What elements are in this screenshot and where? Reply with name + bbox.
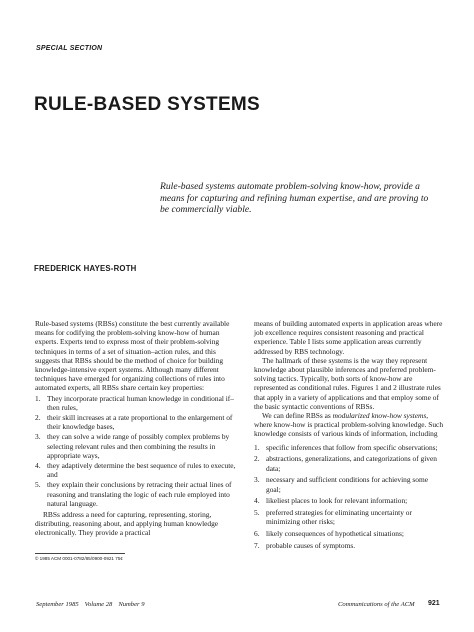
list-item [35, 413, 242, 431]
right-column [254, 319, 444, 553]
copyright-notice: © 1985 ACM 0001-0782/85/0900-0921 75¢ [35, 556, 123, 561]
article-subtitle: Rule-based systems automate problem-solving know-how, provide a means for capturing and refining human expertise, and are proving to be commercially viable. [160, 181, 429, 216]
definition-lead: We can define RBSs as [262, 411, 333, 421]
list-number: 1. [35, 393, 41, 403]
list-item [254, 443, 444, 452]
page-number: 921 [428, 600, 440, 607]
list-text: They incorporate practical human knowledge in conditional if–then rules, [47, 393, 234, 412]
footer-date: September 1985 [36, 601, 79, 608]
definition-term: modularized know-how systems, [332, 411, 429, 421]
list-number: 3. [35, 432, 41, 442]
intro-paragraph: Rule-based systems (RBSs) constitute the best currently available means for codifying the problem-solving know-how of human experts. Experts tend to express most of their problem-solving techniques in terms of a set of situation–action rules, and this suggests that RBSs should be the method of choice for building knowledge-intensive expert systems. Although many different techniques have emerged for organizing collections of rules into automated experts, all RBSs share certain key properties: [35, 319, 230, 393]
list-item [35, 461, 242, 479]
list-number: 5. [254, 508, 260, 518]
list-text: specific inferences that follow from specific observations; [266, 442, 438, 452]
list-number: 1. [254, 442, 260, 452]
list-text: they can solve a wide range of possibly complex problems by selecting relevant rules and then combining the results in appropriate ways, [47, 432, 230, 460]
footer-number: Number 9 [118, 601, 145, 608]
article-title: RULE-BASED SYSTEMS [34, 94, 261, 115]
list-text: they adaptively determine the best sequence of rules to execute, and [47, 461, 236, 480]
left-column [35, 319, 242, 538]
definition-paragraph [254, 411, 444, 439]
properties-list [35, 394, 242, 508]
closing-paragraph: RBSs address a need for capturing, representing, storing, distributing, reasoning about, and applying human knowledge electronically. They provide a practical [35, 510, 219, 538]
list-text: necessary and sufficient conditions for achieving some goal; [266, 475, 428, 494]
footer-issue-info [36, 601, 145, 608]
paragraph: The hallmark of these systems is the way they represent knowledge about plausible inferences and preferred problem-solving tactics. Typically, both sorts of know-how are represented as conditional rules. Figures 1 and 2 illustrate rules that apply in a variety of applications and that employ some of the basic syntactic conventions of RBSs. [254, 355, 441, 411]
footer-journal: Communications of the ACM [338, 601, 415, 608]
footer-volume: Volume 28 [84, 601, 113, 608]
definition-rest: where know-how is practical problem-solving knowledge. Such knowledge consists of various kinds of information, including [254, 420, 444, 439]
list-text: likeliest places to look for relevant information; [266, 496, 408, 506]
list-number: 3. [254, 475, 260, 485]
author-name: FREDERICK HAYES-ROTH [34, 264, 137, 273]
list-text: their skill increases at a rate proportional to the enlargement of their knowledge bases, [47, 413, 233, 432]
list-item [35, 432, 242, 460]
list-number: 2. [35, 413, 41, 423]
list-item [35, 480, 242, 508]
list-text: they explain their conclusions by retracing their actual lines of reasoning and translating the logic of each rule employed into natural language. [47, 480, 232, 508]
list-number: 2. [254, 454, 260, 464]
list-text: likely consequences of hypothetical situations; [266, 529, 404, 539]
list-item [35, 394, 242, 412]
list-item [254, 508, 444, 526]
list-item [254, 541, 444, 550]
list-text: abstractions, generalizations, and categorizations of given data; [266, 454, 437, 473]
list-item [254, 454, 444, 472]
list-text: probable causes of symptoms. [266, 541, 356, 551]
list-number: 7. [254, 541, 260, 551]
knowledge-kinds-list [254, 443, 444, 551]
paragraph: means of building automated experts in application areas where job excellence requires consistent reasoning and practical experience. Table I lists some application areas currently addressed by RBS technology. [254, 319, 443, 356]
list-item [254, 475, 444, 493]
list-number: 4. [35, 461, 41, 471]
list-item [254, 529, 444, 538]
list-item [254, 496, 444, 505]
list-number: 6. [254, 529, 260, 539]
list-number: 4. [254, 496, 260, 506]
list-text: preferred strategies for eliminating uncertainty or minimizing other risks; [266, 508, 412, 527]
list-number: 5. [35, 480, 41, 490]
section-label: SPECIAL SECTION [36, 45, 103, 52]
copyright-divider [35, 553, 125, 554]
